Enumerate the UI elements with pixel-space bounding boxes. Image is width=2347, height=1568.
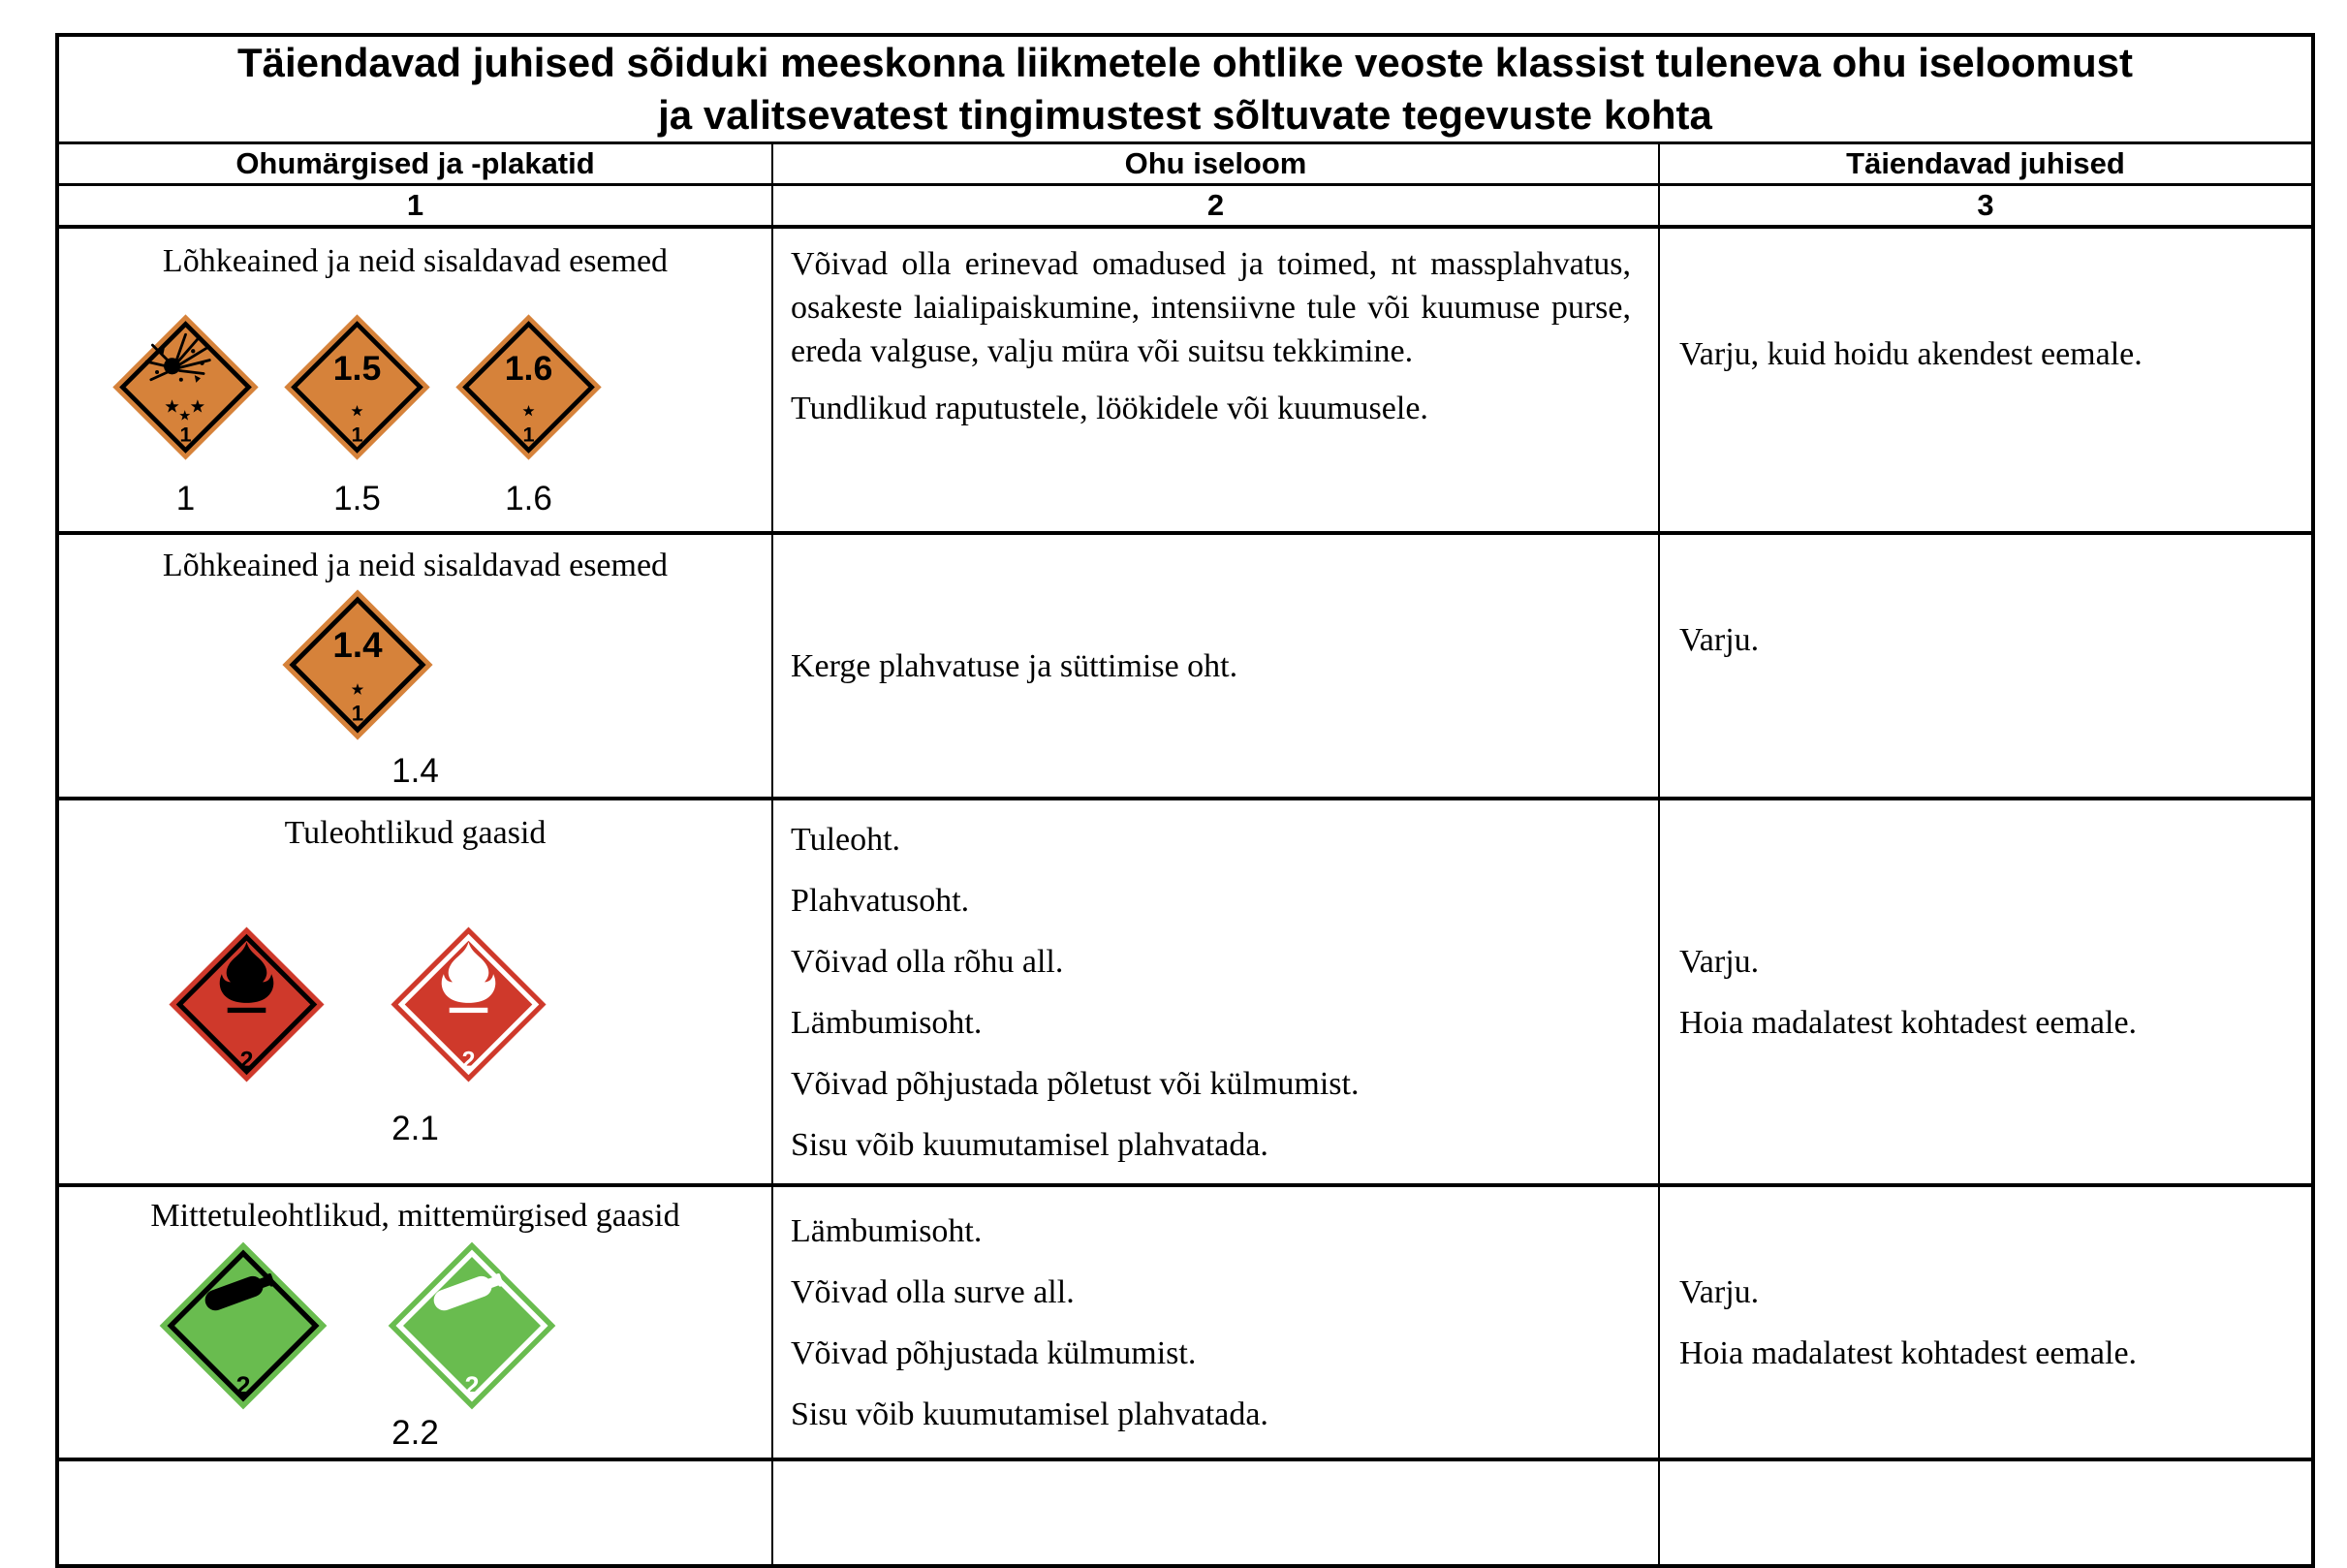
- page-title: [59, 37, 2311, 141]
- hazard-cell: [772, 227, 1659, 533]
- column-number-1: 1: [57, 185, 772, 228]
- placard-flammable-gas-black-icon: [167, 925, 327, 1084]
- category-label: Mittetuleohtlikud, mittemürgised gaasid: [150, 1198, 680, 1234]
- hazard-text: Võivad põhjustada külmumist.: [791, 1334, 1197, 1371]
- placard-cell: [57, 533, 772, 799]
- class-number: 2: [461, 1048, 475, 1075]
- header-row: [57, 143, 2313, 185]
- hazard-text: Kerge plahvatuse ja süttimise oht.: [791, 647, 1238, 684]
- placard-nonflammable-gas-black-icon: [157, 1239, 329, 1412]
- instruction-text: Varju.: [1679, 621, 1760, 658]
- placard-caption: 1: [175, 480, 196, 517]
- flame-bar-icon: [227, 1008, 266, 1013]
- column-header-placards: Ohumärgised ja -plakatid: [57, 143, 772, 185]
- placard-explosive-1-4-icon: [280, 587, 435, 742]
- hazard-text: Võivad olla surve all.: [791, 1273, 1075, 1310]
- instruction-cell: [1659, 799, 2313, 1185]
- table-row: [57, 533, 2313, 799]
- instruction-text: Varju, kuid hoidu akendest eemale.: [1679, 335, 2143, 372]
- instruction-cell: [1659, 227, 2313, 533]
- title-line-2: ja valitsevatest tingimustest sõltuvate tegevuste kohta: [658, 92, 1712, 138]
- table-row: [57, 1185, 2313, 1459]
- division-number: 1.4: [331, 625, 383, 665]
- hazard-text: Sisu võib kuumutamisel plahvatada.: [791, 1396, 1268, 1432]
- column-header-instructions: Täiendavad juhised: [1659, 143, 2313, 185]
- placard-caption: 1.5: [333, 480, 381, 517]
- placard-explosive-class1-icon: [110, 312, 261, 462]
- division-number: 1.6: [504, 348, 553, 388]
- placard-caption: 1.6: [505, 480, 552, 517]
- placard-explosive-1-6-icon: [454, 312, 604, 462]
- placard-group: [167, 925, 548, 1084]
- column-header-hazard: Ohu iseloom: [772, 143, 1659, 185]
- instruction-text: Hoia madalatest kohtadest eemale.: [1679, 1334, 2138, 1371]
- category-label: Tuleohtlikud gaasid: [284, 815, 547, 851]
- class-number: 1: [179, 422, 192, 447]
- column-number-3: 3: [1659, 185, 2313, 228]
- hazard-text: Plahvatusoht.: [791, 882, 970, 919]
- category-label: Lõhkeained ja neid sisaldavad esemed: [162, 548, 669, 583]
- placard-cell: [57, 799, 772, 1185]
- placard-explosive-1-5-icon: [282, 312, 432, 462]
- placard-group: [280, 587, 435, 742]
- placard-cell: [57, 1185, 772, 1459]
- placard-group-caption: 2.1: [391, 1110, 439, 1147]
- hazard-cell: [772, 1185, 1659, 1459]
- instruction-text: Varju.: [1679, 943, 1760, 980]
- hazard-cell: [772, 533, 1659, 799]
- hazard-text: Tundlikud raputustele, löökidele või kuumusele.: [791, 391, 1428, 426]
- hazard-text: Võivad olla rõhu all.: [791, 943, 1064, 980]
- title-row: [57, 35, 2313, 143]
- hazard-text: Sisu võib kuumutamisel plahvatada.: [791, 1126, 1268, 1163]
- placard-nonflammable-gas-white-icon: [386, 1239, 558, 1412]
- placard-cell: [57, 227, 772, 533]
- column-number-row: [57, 185, 2313, 228]
- hazard-cell: [772, 1459, 1659, 1566]
- placard-cell: [57, 1459, 772, 1566]
- instruction-cell: [1659, 1185, 2313, 1459]
- placard-group-caption: 2.2: [391, 1414, 439, 1452]
- class-number: 1: [522, 422, 535, 447]
- hazard-instructions-table: [55, 33, 2315, 1568]
- hazard-text: Tuleoht.: [791, 821, 901, 858]
- class-number: 1: [351, 422, 363, 447]
- class-number: 2: [464, 1371, 479, 1401]
- page: [0, 33, 2347, 1525]
- table-row: [57, 799, 2313, 1185]
- table-row-partial: [57, 1459, 2313, 1566]
- hazard-text: Lämbumisoht.: [791, 1004, 983, 1041]
- hazard-text: Lämbumisoht.: [791, 1212, 983, 1249]
- flame-bar-icon: [449, 1008, 487, 1013]
- instruction-cell: [1659, 1459, 2313, 1566]
- placard-group-caption: 1.4: [391, 752, 439, 790]
- column-number-2: 2: [772, 185, 1659, 228]
- instruction-text: Hoia madalatest kohtadest eemale.: [1679, 1004, 2138, 1041]
- hazard-cell: [772, 799, 1659, 1185]
- placard-group: [157, 1239, 558, 1412]
- division-number: 1.5: [332, 348, 382, 388]
- placard-flammable-gas-white-icon: [389, 925, 548, 1084]
- title-line-1: Täiendavad juhised sõiduki meeskonna liikmetele ohtlike veoste klassist tuleneva ohu iseloomust: [237, 40, 2133, 85]
- placard-group: [110, 312, 604, 520]
- hazard-text: Võivad olla erinevad omadused ja toimed, nt massplahvatus, osakeste laialipaiskumine, intensiivne tule või kuumuse purse, ereda valguse, valju müra või suitsu tekkimine.: [791, 246, 1631, 369]
- table-row: [57, 227, 2313, 533]
- category-label: Lõhkeained ja neid sisaldavad esemed: [162, 243, 669, 279]
- instruction-cell: [1659, 533, 2313, 799]
- hazard-text: Võivad põhjustada põletust või külmumist.: [791, 1065, 1360, 1102]
- class-number: 2: [239, 1048, 253, 1075]
- class-number: 2: [235, 1371, 250, 1401]
- instruction-text: Varju.: [1679, 1273, 1760, 1310]
- class-number: 1: [351, 701, 363, 726]
